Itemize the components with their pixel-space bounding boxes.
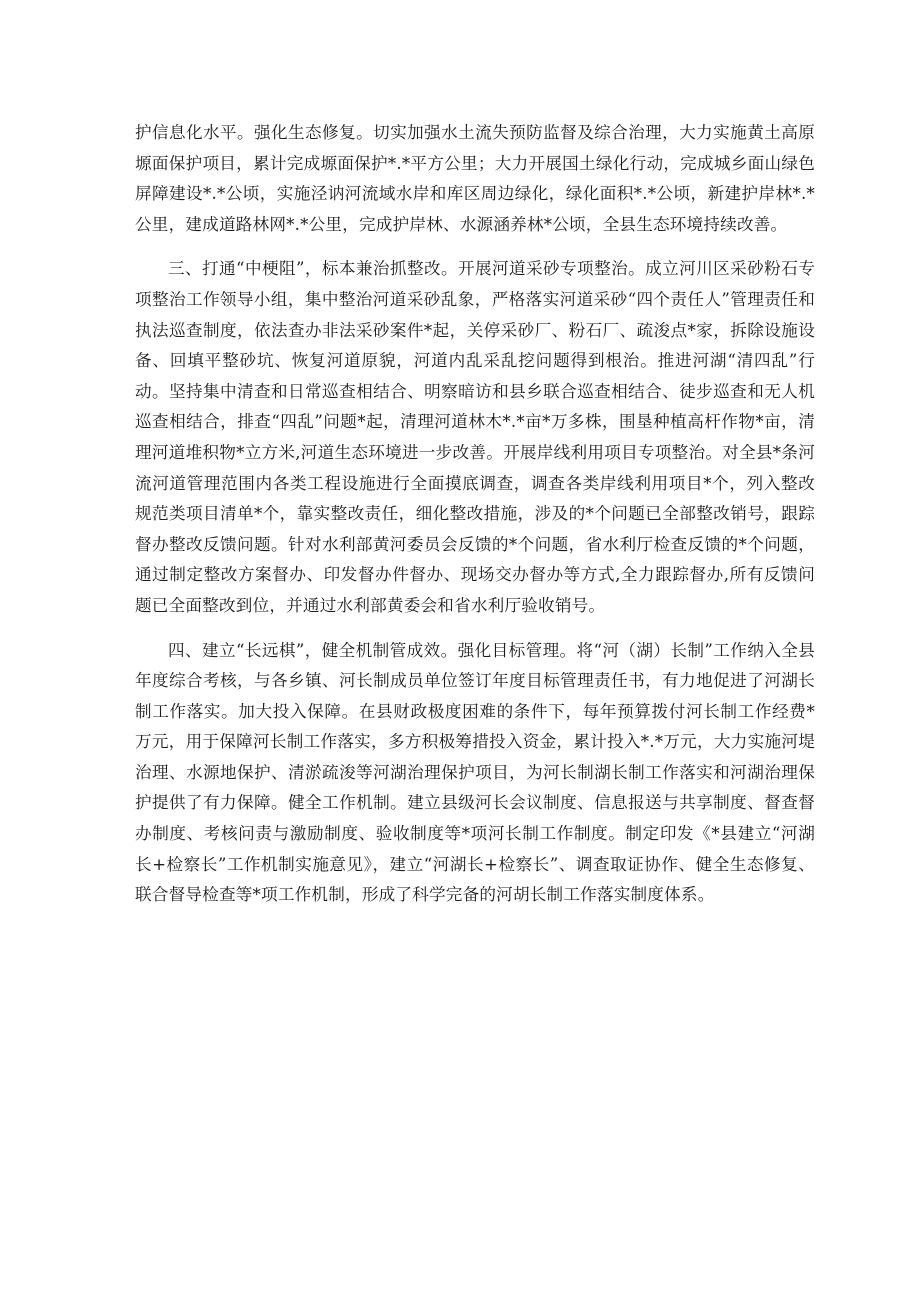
document-body <box>135 118 815 925</box>
paragraph-continued: 护信息化水平。强化生态修复。切实加强水土流失预防监督及综合治理，大力实施黄土高原塬面保护项目，累计完成塬面保护*.*平方公里；大力开展国土绿化行动，完成城乡面山绿色屏障建设*.*公顷，实施泾讷河流域水岸和库区周边绿化，绿化面积*.*公顷，新建护岸林*.*公里，建成道路林网*.*公里，完成护岸林、水源涵养林*公顷，全县生态环境持续改善。 <box>135 123 815 234</box>
paragraph-section-four: 四、建立“长远棋”，健全机制管成效。强化目标管理。将“河（湖）长制”工作纳入全县年度综合考核，与各乡镇、河长制成员单位签订年度目标管理责任书，有力地促进了河湖长制工作落实。加大投入保障。在县财政极度困难的条件下，每年预算拨付河长制工作经费*万元，用于保障河长制工作落实，多方积极筹措投入资金，累计投入*.*万元，大力实施河堤治理、水源地保护、清淤疏浚等河湖治理保护项目，为河长制湖长制工作落实和河湖治理保护提供了有力保障。健全工作机制。建立县级河长会议制度、信息报送与共享制度、督查督办制度、考核问责与激励制度、验收制度等*项河长制工作制度。制定印发《*县建立“河湖长+检察长”工作机制实施意见》，建立“河湖长+检察长”、调查取证协作、健全生态修复、联合督导检查等*项工作机制，形成了科学完备的河胡长制工作落实制度体系。 <box>135 640 815 905</box>
paragraph-section-three: 三、打通“中梗阻”，标本兼治抓整改。开展河道采砂专项整治。成立河川区采砂粉石专项整治工作领导小组，集中整治河道采砂乱象，严格落实河道采砂“四个责任人”管理责任和执法巡查制度，依法查办非法采砂案件*起，关停采砂厂、粉石厂、疏浚点*家，拆除设施设备、回填平整砂坑、恢复河道原貌，河道内乱采乱挖问题得到根治。推进河湖“清四乱”行动。坚持集中清查和日常巡查相结合、明察暗访和县乡联合巡查相结合、徒步巡查和无人机巡查相结合，排查“四乱”问题*起，清理河道林木*.*亩*万多株，围垦种植高杆作物*亩，清理河道堆积物*立方米,河道生态环境进一步改善。开展岸线利用项目专项整治。对全县*条河流河道管理范围内各类工程设施进行全面摸底调查，调查各类岸线利用项目*个，列入整改规范类项目清单*个，靠实整改责任，细化整改措施，涉及的*个问题已全部整改销号，跟踪督办整改反馈问题。针对水利部黄河委员会反馈的*个问题，省水利厅检查反馈的*个问题，通过制定整改方案督办、印发督办件督办、现场交办督办等方式,全力跟踪督办,所有反馈问题已全面整改到位，并通过水利部黄委会和省水利厅验收销号。 <box>135 259 815 615</box>
